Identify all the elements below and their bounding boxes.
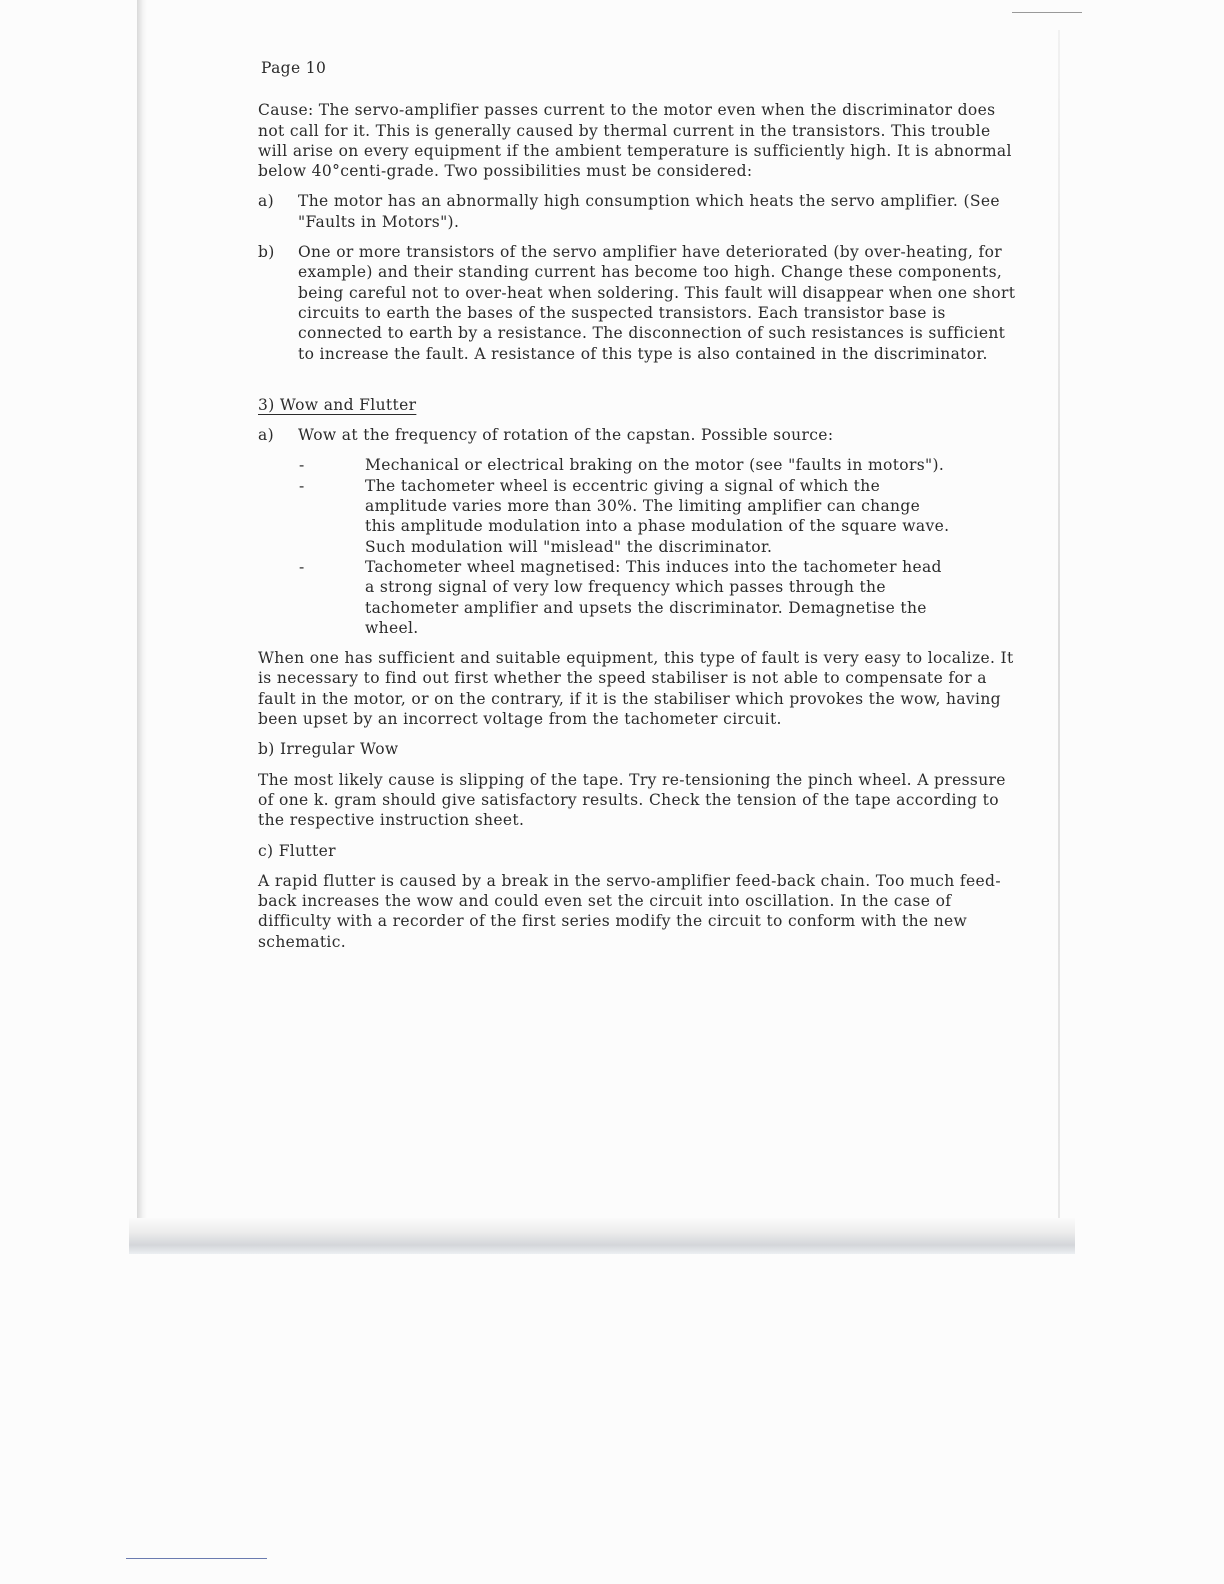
document-page — [258, 58, 1018, 952]
item-label: a) — [258, 192, 274, 211]
list-item — [298, 557, 1018, 638]
cause-item-a — [258, 191, 1018, 232]
item-text: The motor has an abnormally high consumption which heats the servo amplifier. (See "Faults in Motors"). — [298, 192, 1000, 231]
item-label: a) — [258, 426, 274, 445]
dash-bullet: - — [299, 456, 305, 475]
item-text: Wow at the frequency of rotation of the capstan. Possible source: — [298, 426, 834, 445]
scan-bottom-line — [126, 1558, 267, 1559]
irregular-wow-paragraph: The most likely cause is slipping of the tape. Try re-tensioning the pinch wheel. A pressure of one k. gram should give satisfactory results. Check the tension of the tape according to the respective instruction sheet. — [258, 770, 1006, 830]
wow-item-a — [258, 425, 1018, 445]
irregular-wow-heading: b) Irregular Wow — [258, 740, 399, 759]
list-item — [298, 476, 1018, 557]
cause-paragraph: Cause: The servo-amplifier passes current to the motor even when the discriminator does not call for it. This is generally caused by thermal current in the transistors. This trouble will arise on every equipment if the ambient temperature is sufficiently high. It is abnormal below 40°centi-grade. Two possibilities must be considered: — [258, 101, 1012, 181]
wow-sources-list — [258, 455, 1018, 638]
scan-left-edge — [137, 0, 147, 1230]
list-item — [298, 455, 1018, 475]
scan-right-edge — [1058, 30, 1060, 1250]
page-number: Page 10 — [261, 59, 327, 77]
list-item-text: The tachometer wheel is eccentric giving a signal of which the amplitude varies more than 30%. The limiting amplifier can change this amplitude modulation into a phase modulation of the square wave. Such modulation will "mislead" the discriminator. — [365, 476, 950, 556]
dash-bullet: - — [299, 476, 305, 495]
dash-bullet: - — [299, 557, 305, 576]
scan-top-line — [1012, 12, 1082, 13]
section-heading: 3) Wow and Flutter — [258, 395, 417, 414]
item-label: b) — [258, 243, 275, 262]
flutter-paragraph: A rapid flutter is caused by a break in the servo-amplifier feed-back chain. Too much feed-back increases the wow and could even set the circuit into oscillation. In the case of difficulty with a recorder of the first series modify the circuit to conform with the new schematic. — [258, 871, 1001, 951]
list-item-text: Tachometer wheel magnetised: This induces into the tachometer head a strong signal of very low frequency which passes through the tachometer amplifier and upsets the discriminator. Demagnetise the wheel. — [365, 557, 942, 637]
flutter-heading: c) Flutter — [258, 841, 336, 860]
cause-item-b — [258, 242, 1018, 364]
scan-bottom-shadow — [129, 1218, 1075, 1254]
localize-paragraph: When one has sufficient and suitable equipment, this type of fault is very easy to localize. It is necessary to find out first whether the speed stabiliser is not able to compensate for a fault in the motor, or on the contrary, if it is the stabiliser which provokes the wow, having been upset by an incorrect voltage from the tachometer circuit. — [258, 649, 1014, 729]
list-item-text: Mechanical or electrical braking on the motor (see "faults in motors"). — [365, 456, 945, 475]
item-text: One or more transistors of the servo amplifier have deteriorated (by over-heating, for example) and their standing current has become too high. Change these components, being careful not to over-heat when soldering. This fault will disappear when one short circuits to earth the bases of the suspected transistors. Each transistor base is connected to earth by a resistance. The disconnection of such resistances is sufficient to increase the fault. A resistance of this type is also contained in the discriminator. — [298, 243, 1016, 363]
